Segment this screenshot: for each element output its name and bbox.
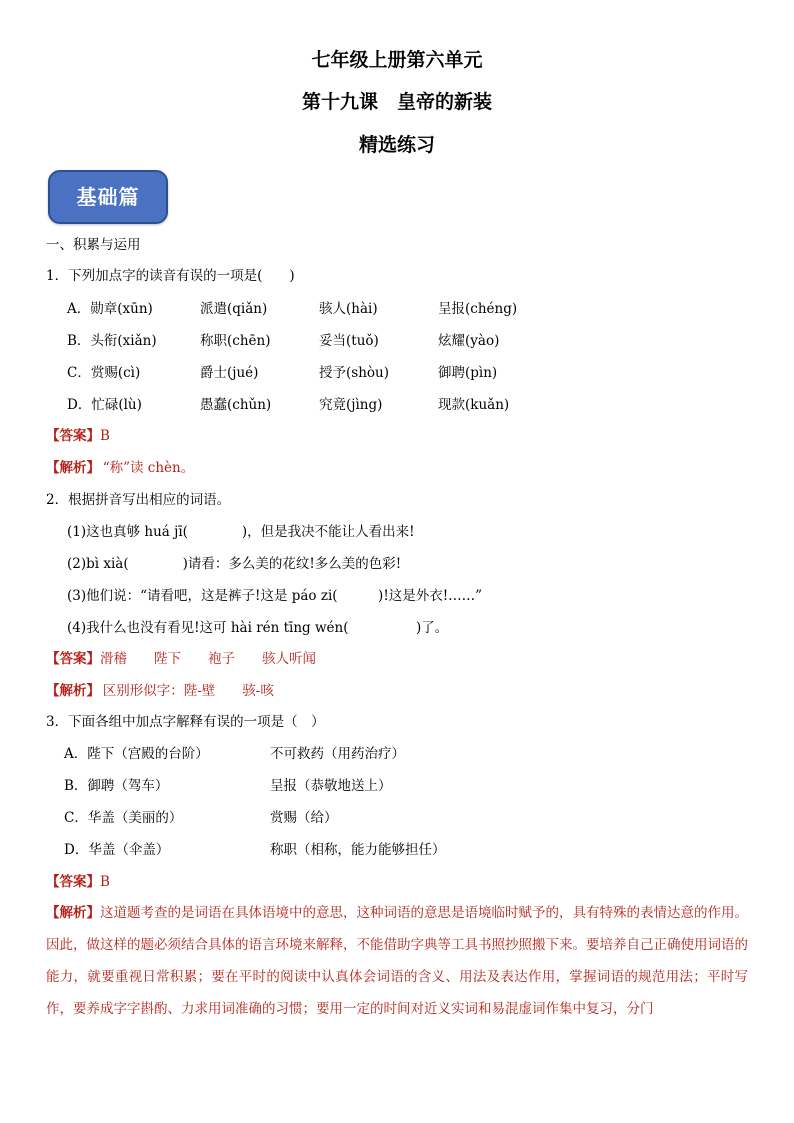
q3-option-b-1: B．御聘（驾车） (64, 778, 169, 794)
analysis-tag: 【解析】 (46, 683, 100, 699)
q3-option-b-2: 呈报（恭敬地送上） (270, 778, 392, 794)
basic-level-badge: 基础篇 (48, 170, 168, 224)
q1-option-c-2: 爵士(jué) (200, 365, 259, 381)
q3-analysis (46, 897, 748, 1025)
q1-option-c-3: 授予(shòu) (319, 365, 389, 381)
analysis-text: 这道题考查的是词语在具体语境中的意思，这种词语的意思是语境临时赋予的，具有特殊的表情达意的作用。因此，做这样的题必须结合具体的语言环境来解释，不能借助字典等工具书照抄照搬下来。要培养自己正确使用词语的能力，就要重视日常积累；要在平时的阅读中认真体会词语的含义、用法及表达作用，掌握词语的规范用法；平时写作，要养成字字斟酌、力求用词准确的习惯；要用一定的时间对近义实词和易混虚词作集中复习，分门 (46, 905, 748, 1017)
analysis-text: “称”读 chèn。 (102, 460, 195, 476)
q2-item-2: (2)bì xià( )请看：多么美的花纹!多么美的色彩! (67, 556, 402, 572)
q1-answer (46, 428, 110, 444)
q1-analysis (46, 460, 194, 476)
q1-option-b-1: B．头衔(xiǎn) (67, 333, 157, 349)
q1-option-b-2: 称职(chēn) (200, 333, 271, 349)
q3-answer (46, 874, 110, 890)
analysis-text: 区别形似字：陛-壁 骇-咳 (102, 683, 274, 699)
q1-option-d-2: 愚蠢(chǔn) (200, 397, 272, 413)
q1-option-d-3: 究竟(jìng) (319, 397, 383, 413)
q1-option-a-1: A．勋章(xūn) (67, 301, 153, 317)
q1-option-c-1: C．赏赐(cì) (67, 365, 141, 381)
q3-option-a-1: A．陛下（宫殿的台阶） (64, 746, 209, 762)
q3-option-c-1: C．华盖（美丽的） (64, 810, 183, 826)
analysis-tag: 【解析】 (46, 905, 100, 921)
q3-option-a-2: 不可救药（用药治疗） (270, 746, 405, 762)
section-heading: 一、积累与运用 (46, 237, 141, 253)
q2-stem: 2．根据拼音写出相应的词语。 (46, 492, 231, 508)
q1-option-b-3: 妥当(tuǒ) (319, 333, 379, 349)
q3-option-d-2: 称职（相称，能力能够担任） (270, 842, 446, 858)
q3-option-d-1: D．华盖（伞盖） (64, 842, 170, 858)
q1-option-a-2: 派遣(qiǎn) (200, 301, 268, 317)
answer-value: B (100, 428, 110, 444)
q1-stem: 1．下列加点字的读音有误的一项是( ) (46, 268, 295, 284)
q1-option-c-4: 御聘(pìn) (438, 365, 498, 381)
q1-option-d-1: D．忙碌(lù) (67, 397, 142, 413)
q2-item-3: (3)他们说：“请看吧，这是裤子!这是 páo zi( )!这是外衣!……” (67, 588, 483, 604)
q1-option-a-4: 呈报(chéng) (438, 301, 518, 317)
q2-analysis (46, 683, 274, 699)
q3-option-c-2: 赏赐（给） (270, 810, 338, 826)
lesson-title: 第十九课 皇帝的新装 (301, 91, 492, 113)
practice-title: 精选练习 (358, 134, 435, 156)
q2-answer (46, 651, 316, 667)
answer-value: B (100, 874, 110, 890)
q2-item-1: (1)这也真够 huá jī( )，但是我决不能让人看出来! (67, 524, 415, 540)
q1-option-b-4: 炫耀(yào) (438, 333, 500, 349)
answer-tag: 【答案】 (46, 428, 100, 444)
q3-stem: 3．下面各组中加点字解释有误的一项是（ ） (46, 714, 325, 730)
answer-value: 滑稽 陛下 袍子 骇人听闻 (100, 651, 316, 667)
q2-item-4: (4)我什么也没有看见!这可 hài rén tīng wén( )了。 (67, 620, 449, 636)
q1-option-d-4: 现款(kuǎn) (438, 397, 510, 413)
answer-tag: 【答案】 (46, 874, 100, 890)
analysis-tag: 【解析】 (46, 460, 100, 476)
answer-tag: 【答案】 (46, 651, 100, 667)
q1-option-a-3: 骇人(hài) (319, 301, 378, 317)
unit-title: 七年级上册第六单元 (311, 49, 483, 71)
